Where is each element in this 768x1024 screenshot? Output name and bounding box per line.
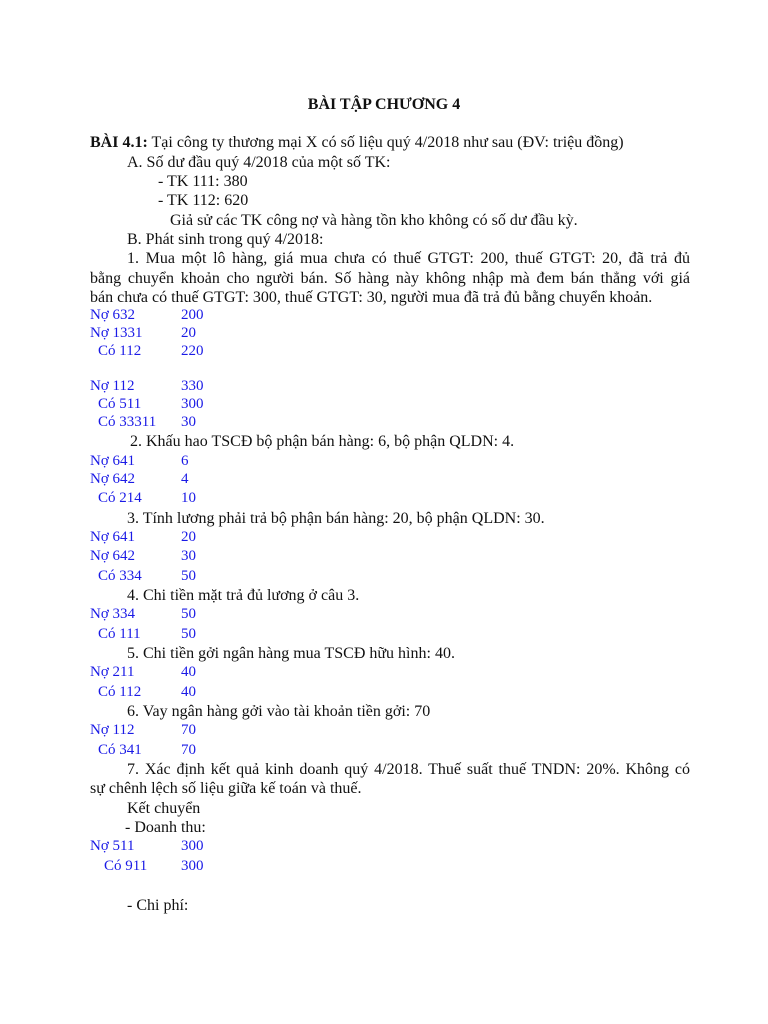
item-1-line-1: 1. Mua một lô hàng, giá mua chưa có thuế GTGT: 200, thuế GTGT: 20, đã trả đủ [127, 250, 690, 267]
entry-account: Có 214 [98, 490, 142, 506]
expense-heading: - Chi phí: [127, 897, 189, 914]
opening-balance-tk112: - TK 112: 620 [158, 192, 249, 209]
entry-account: Nợ 641 [90, 453, 136, 469]
entry-account: Có 911 [104, 858, 148, 874]
opening-balance-tk111: - TK 111: 380 [158, 173, 248, 190]
exercise-intro: Tại công ty thương mại X có số liệu quý 4/2018 như sau (ĐV: triệu đồng) [147, 134, 624, 151]
entry-amount: 50 [181, 568, 196, 584]
entry-account: Nợ 1331 [90, 325, 143, 341]
entry-account: Có 111 [98, 626, 141, 642]
item-2: 2. Khấu hao TSCĐ bộ phận bán hàng: 6, bộ phận QLDN: 4. [130, 433, 515, 450]
entry-account: Nợ 642 [90, 471, 136, 487]
entry-amount: 50 [181, 606, 196, 622]
entry-amount: 6 [181, 453, 189, 469]
entry-amount: 70 [181, 742, 196, 758]
entry-amount: 40 [181, 664, 196, 680]
section-a-heading: A. Số dư đầu quý 4/2018 của một số TK: [127, 154, 391, 171]
entry-account: Nợ 112 [90, 722, 135, 738]
entry-amount: 10 [181, 490, 196, 506]
item-3: 3. Tính lương phải trả bộ phận bán hàng: 20, bộ phận QLDN: 30. [127, 510, 545, 527]
item-4: 4. Chi tiền mặt trả đủ lương ở câu 3. [127, 587, 360, 604]
page-title: BÀI TẬP CHƯƠNG 4 [307, 96, 461, 113]
entry-amount: 300 [181, 838, 204, 854]
entry-account: Có 33311 [98, 414, 157, 430]
entry-amount: 330 [181, 378, 204, 394]
item-6: 6. Vay ngân hàng gởi vào tài khoản tiền gởi: 70 [127, 703, 431, 720]
entry-account: Nợ 641 [90, 529, 136, 545]
entry-account: Nợ 511 [90, 838, 135, 854]
entry-amount: 30 [181, 414, 196, 430]
entry-account: Có 341 [98, 742, 142, 758]
entry-account: Có 112 [98, 684, 142, 700]
entry-account: Có 511 [98, 396, 142, 412]
item-1-line-3: bán chưa có thuế GTGT: 300, thuế GTGT: 30, người mua đã trả đủ bằng chuyển khoản. [90, 289, 653, 306]
entry-amount: 20 [181, 529, 196, 545]
entry-amount: 300 [181, 858, 204, 874]
revenue-heading: - Doanh thu: [125, 819, 206, 836]
entry-amount: 50 [181, 626, 196, 642]
item-7-line-1: 7. Xác định kết quả kinh doanh quý 4/2018. Thuế suất thuế TNDN: 20%. Không có [127, 761, 690, 778]
entry-amount: 200 [181, 307, 204, 323]
entry-amount: 300 [181, 396, 204, 412]
item-7-line-2: sự chênh lệch số liệu giữa kế toán và thuế. [90, 780, 362, 797]
entry-account: Nợ 632 [90, 307, 136, 323]
entry-amount: 40 [181, 684, 196, 700]
entry-account: Nợ 211 [90, 664, 135, 680]
entry-account: Nợ 334 [90, 606, 136, 622]
entry-account: Có 334 [98, 568, 142, 584]
entry-amount: 70 [181, 722, 196, 738]
closing-heading: Kết chuyển [127, 800, 201, 817]
entry-account: Nợ 642 [90, 548, 136, 564]
exercise-header [90, 133, 624, 152]
entry-account: Nợ 112 [90, 378, 135, 394]
entry-amount: 30 [181, 548, 196, 564]
entry-amount: 220 [181, 343, 204, 359]
item-1-line-2: bằng chuyển khoản cho người bán. Số hàng này không nhập mà đem bán thẳng với giá [90, 270, 690, 287]
assumption-note: Giả sử các TK công nợ và hàng tồn kho không có số dư đầu kỳ. [170, 212, 578, 229]
item-5: 5. Chi tiền gởi ngân hàng mua TSCĐ hữu hình: 40. [127, 645, 455, 662]
exercise-label: BÀI 4.1: [90, 134, 148, 151]
entry-amount: 20 [181, 325, 196, 341]
entry-amount: 4 [181, 471, 189, 487]
entry-account: Có 112 [98, 343, 142, 359]
section-b-heading: B. Phát sinh trong quý 4/2018: [127, 231, 324, 248]
